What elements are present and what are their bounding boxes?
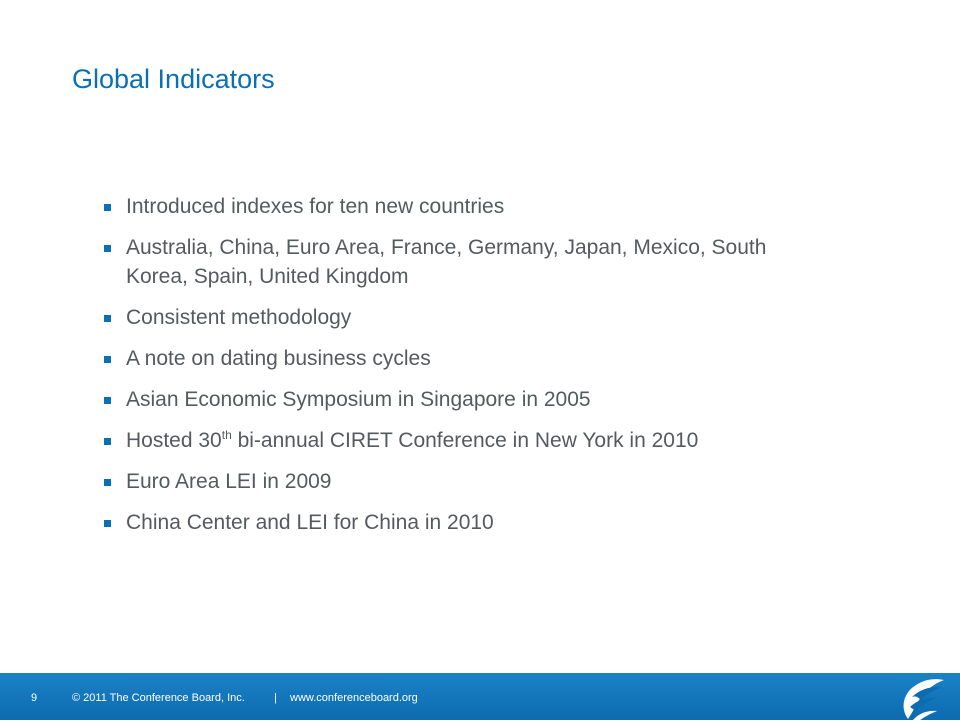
square-bullet-icon — [104, 204, 111, 211]
square-bullet-icon — [104, 520, 111, 527]
bullet-text: China Center and LEI for China in 2010 — [126, 511, 494, 534]
bullet-text: Australia, China, Euro Area, France, Germany, Japan, Mexico, South Korea, Spain, United Kingdom — [126, 236, 767, 288]
footer-bar — [0, 673, 960, 720]
bullet-item — [104, 508, 804, 537]
square-bullet-icon — [104, 397, 111, 404]
square-bullet-icon — [104, 438, 111, 445]
bullet-item — [104, 303, 804, 332]
bullet-item — [104, 192, 804, 221]
bullet-text: Euro Area LEI in 2009 — [126, 470, 332, 493]
slide-title: Global Indicators — [72, 64, 275, 94]
bullet-text: A note on dating business cycles — [126, 347, 431, 370]
bullet-item — [104, 344, 804, 373]
ordinal-superscript: th — [221, 428, 232, 442]
bullet-item — [104, 385, 804, 414]
bullet-item — [104, 426, 804, 455]
bullet-list — [104, 192, 804, 549]
square-bullet-icon — [104, 245, 111, 252]
bullet-item — [104, 233, 804, 291]
copyright-text: © 2011 The Conference Board, Inc. — [72, 692, 245, 704]
website-link[interactable]: www.conferenceboard.org — [290, 692, 418, 704]
bullet-text: Asian Economic Symposium in Singapore in 2005 — [126, 388, 591, 411]
bullet-text-after: bi-annual CIRET Conference in New York in 2010 — [231, 429, 699, 452]
bullet-item — [104, 467, 804, 496]
footer-separator: | — [274, 692, 277, 704]
page-number: 9 — [31, 692, 38, 704]
square-bullet-icon — [104, 315, 111, 322]
bullet-text: Consistent methodology — [126, 306, 352, 329]
square-bullet-icon — [104, 356, 111, 363]
conference-board-logo-icon — [882, 675, 952, 721]
bullet-text-before: Hosted 30 — [126, 429, 222, 452]
bullet-text: Introduced indexes for ten new countries — [126, 195, 505, 218]
square-bullet-icon — [104, 479, 111, 486]
